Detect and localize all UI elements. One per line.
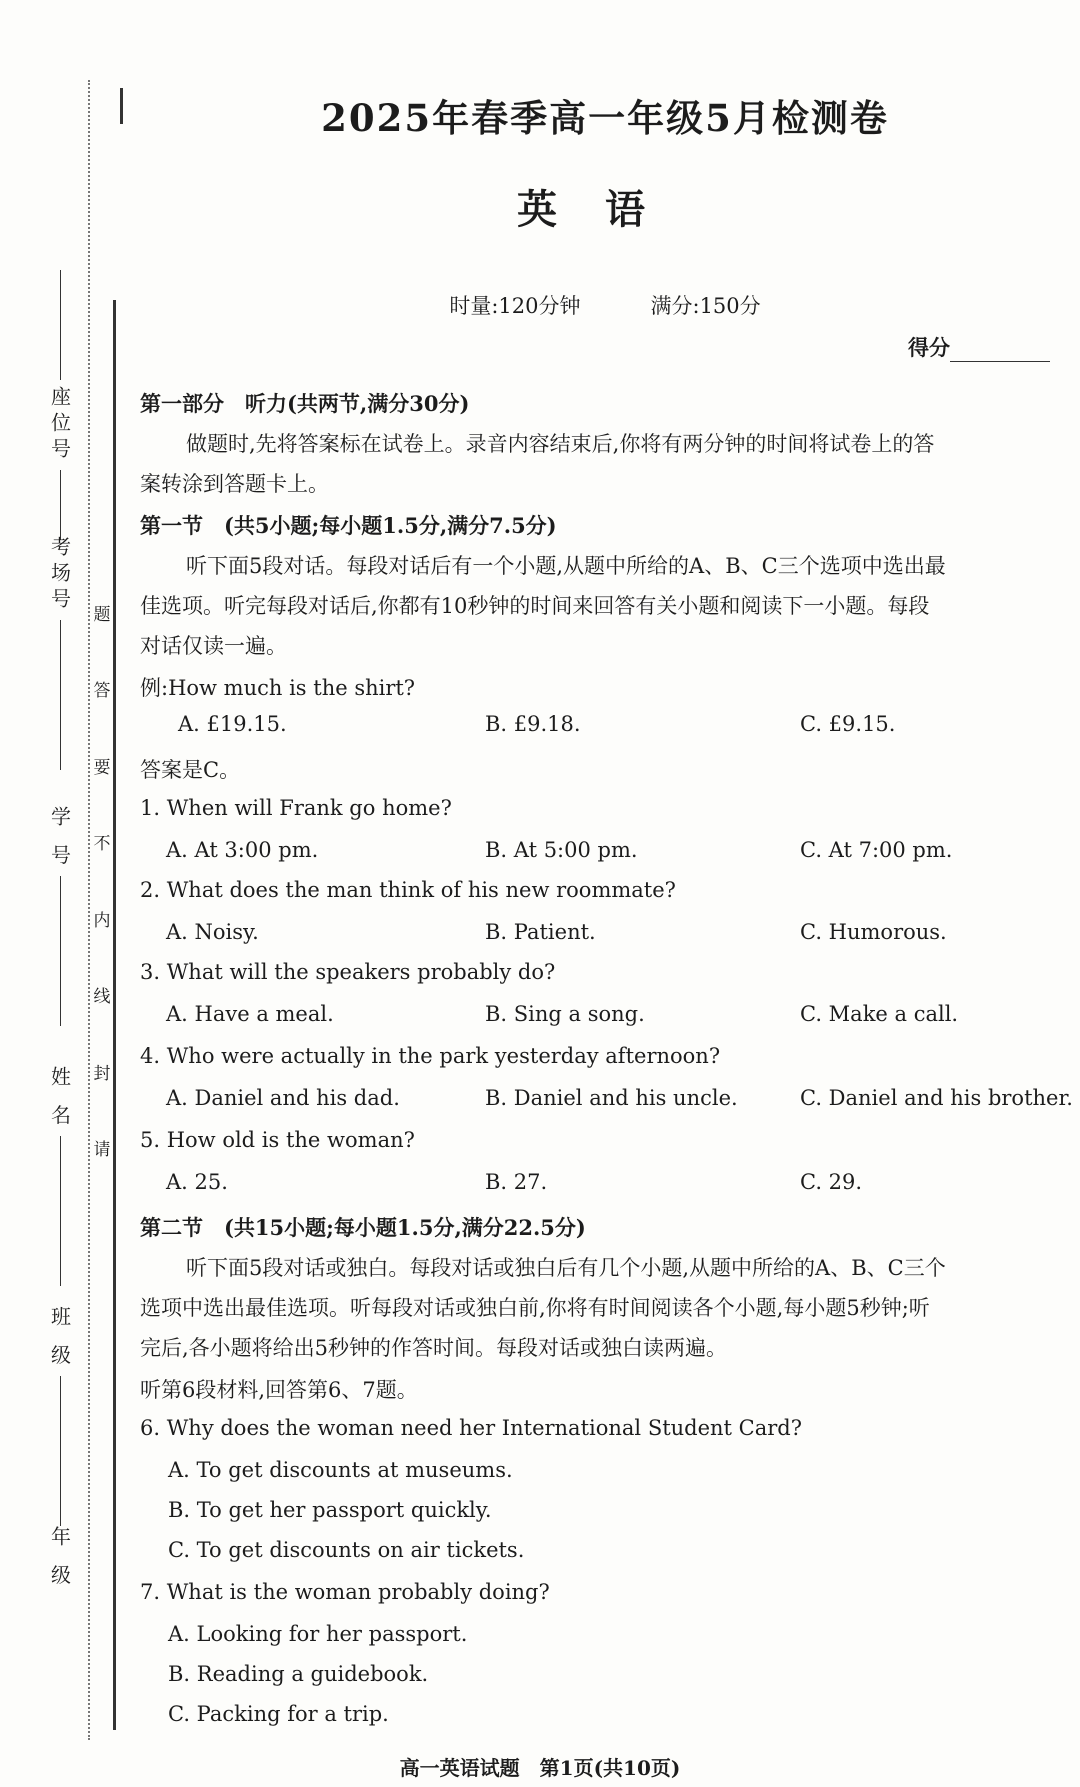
seal-char: 不 bbox=[93, 834, 111, 855]
option-b: B. £9.18. bbox=[485, 712, 581, 736]
option-b: B. 27. bbox=[485, 1170, 548, 1194]
full-score: 满分:150分 bbox=[650, 294, 761, 318]
seal-char: 答 bbox=[93, 681, 111, 702]
option-c: C. Make a call. bbox=[800, 1002, 959, 1026]
question-6-option-a: A. To get discounts at museums. bbox=[168, 1458, 513, 1482]
student-id-field[interactable] bbox=[42, 800, 78, 1026]
option-a: A. Have a meal. bbox=[166, 1002, 334, 1026]
option-b: B. Sing a song. bbox=[485, 1002, 645, 1026]
question-7-option-b: B. Reading a guidebook. bbox=[168, 1662, 429, 1686]
option-b: B. Daniel and his uncle. bbox=[485, 1086, 738, 1110]
subject-title: 英语 bbox=[517, 186, 693, 233]
exam-room-field[interactable] bbox=[42, 530, 78, 770]
name-label: 姓 名 bbox=[47, 1066, 72, 1131]
option-c: C. 29. bbox=[800, 1170, 863, 1194]
page-footer: 高一英语试题 第1页(共10页) bbox=[399, 1756, 681, 1780]
seat-number-label: 座位号 bbox=[47, 386, 72, 464]
section2-instruction: 完后,各小题将给出5秒钟的作答时间。每段对话或独白读两遍。 bbox=[140, 1336, 728, 1360]
question-7-option-c: C. Packing for a trip. bbox=[168, 1702, 389, 1726]
seal-char: 要 bbox=[93, 757, 111, 778]
grade-field[interactable] bbox=[42, 1520, 78, 1596]
seat-number-field[interactable] bbox=[42, 270, 78, 540]
section1-instruction: 对话仅读一遍。 bbox=[140, 634, 287, 658]
option-b: B. Patient. bbox=[485, 920, 596, 944]
question-6: 6. Why does the woman need her International Student Card? bbox=[140, 1416, 803, 1440]
question-5: 5. How old is the woman? bbox=[140, 1128, 415, 1152]
option-c: C. Daniel and his brother. bbox=[800, 1086, 1073, 1110]
question-1: 1. When will Frank go home? bbox=[140, 796, 452, 820]
class-label: 班 级 bbox=[47, 1306, 72, 1371]
exam-room-label: 考场号 bbox=[47, 536, 72, 614]
section1-heading: 第一节 (共5小题;每小题1.5分,满分7.5分) bbox=[140, 513, 557, 538]
option-a: A. 25. bbox=[166, 1170, 228, 1194]
student-id-label: 学 号 bbox=[47, 806, 72, 871]
option-c: C. Humorous. bbox=[800, 920, 947, 944]
exam-meta bbox=[130, 290, 1080, 320]
section2-heading: 第二节 (共15小题;每小题1.5分,满分22.5分) bbox=[140, 1215, 586, 1240]
seal-char: 内 bbox=[93, 910, 111, 931]
section1-instruction: 听下面5段对话。每段对话后有一个小题,从题中所给的A、B、C三个选项中选出最 bbox=[186, 554, 946, 578]
exam-title: 2025年春季高一年级5月检测卷 bbox=[321, 96, 889, 140]
name-field[interactable] bbox=[42, 1060, 78, 1286]
section2-instruction: 选项中选出最佳选项。听每段对话或独白前,你将有时间阅读各个小题,每小题5秒钟;听 bbox=[140, 1296, 930, 1320]
option-a: A. £19.15. bbox=[178, 712, 287, 736]
seal-line-notice bbox=[90, 600, 114, 1160]
example-question: 例:How much is the shirt? bbox=[140, 676, 416, 700]
class-field[interactable] bbox=[42, 1300, 78, 1526]
grade-label: 年 级 bbox=[47, 1526, 72, 1591]
score-label: 得分 bbox=[908, 335, 950, 360]
section2-instruction: 听下面5段对话或独白。每段对话或独白后有几个小题,从题中所给的A、B、C三个 bbox=[186, 1256, 946, 1280]
option-c: C. £9.15. bbox=[800, 712, 896, 736]
question-7: 7. What is the woman probably doing? bbox=[140, 1580, 550, 1604]
question-3: 3. What will the speakers probably do? bbox=[140, 960, 556, 984]
seal-char: 线 bbox=[93, 987, 111, 1008]
section1-instruction: 佳选项。听完每段对话后,你都有10秒钟的时间来回答有关小题和阅读下一小题。每段 bbox=[140, 594, 930, 618]
example-answer: 答案是C。 bbox=[140, 758, 241, 782]
score-field[interactable] bbox=[908, 332, 1050, 362]
time-limit: 时量:120分钟 bbox=[449, 294, 581, 318]
option-a: A. At 3:00 pm. bbox=[166, 838, 319, 862]
binding-solid-line-top bbox=[120, 88, 123, 124]
question-7-option-a: A. Looking for her passport. bbox=[168, 1622, 468, 1646]
seal-char: 请 bbox=[93, 1139, 111, 1160]
seal-char: 题 bbox=[93, 605, 111, 625]
material-6-note: 听第6段材料,回答第6、7题。 bbox=[140, 1378, 418, 1402]
option-b: B. At 5:00 pm. bbox=[485, 838, 638, 862]
part1-instruction: 做题时,先将答案标在试卷上。录音内容结束后,你将有两分钟的时间将试卷上的答 bbox=[186, 432, 935, 456]
part1-heading: 第一部分 听力(共两节,满分30分) bbox=[140, 391, 470, 416]
score-blank[interactable] bbox=[950, 343, 1050, 362]
seal-char: 封 bbox=[93, 1063, 111, 1084]
option-a: A. Noisy. bbox=[166, 920, 259, 944]
option-a: A. Daniel and his dad. bbox=[166, 1086, 400, 1110]
option-c: C. At 7:00 pm. bbox=[800, 838, 953, 862]
question-6-option-b: B. To get her passport quickly. bbox=[168, 1498, 492, 1522]
question-6-option-c: C. To get discounts on air tickets. bbox=[168, 1538, 525, 1562]
question-2: 2. What does the man think of his new roommate? bbox=[140, 878, 676, 902]
part1-instruction: 案转涂到答题卡上。 bbox=[140, 472, 329, 496]
question-4: 4. Who were actually in the park yesterday afternoon? bbox=[140, 1044, 721, 1068]
